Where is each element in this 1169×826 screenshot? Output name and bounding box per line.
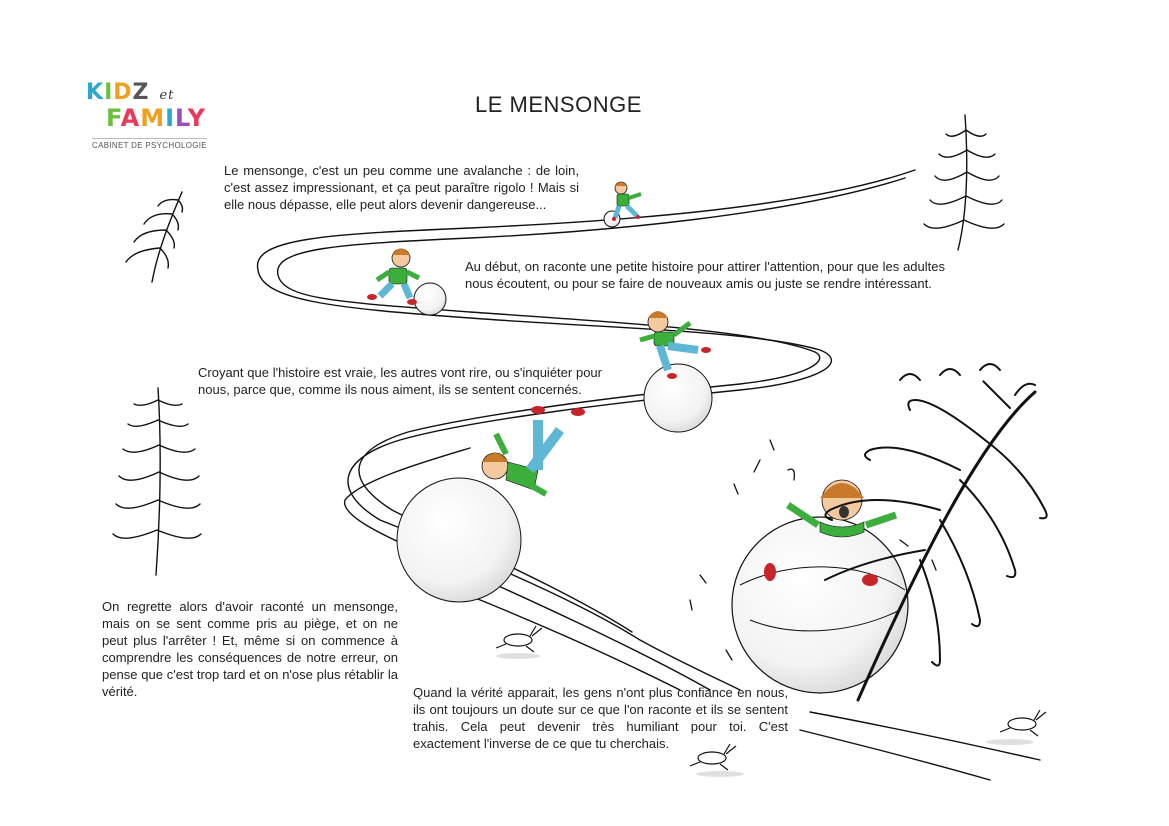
logo-letter: I: [165, 104, 176, 132]
child-figure-4: [482, 406, 585, 494]
logo-letter: M: [140, 104, 166, 132]
logo-et: et: [159, 88, 175, 103]
logo-letter: D: [113, 80, 133, 105]
logo-letter: Z: [132, 80, 150, 105]
logo-letter: I: [104, 80, 114, 105]
snowball-medium-small: [414, 283, 446, 315]
logo-letter: L: [175, 104, 188, 132]
paragraph-beginning: Au début, on raconte une petite histoire pour attirer l'attention, pour que les adultes nous écoutent, ou pour se faire de nouveaux amis ou juste se rendre intéressant.: [465, 259, 945, 291]
paragraph-truth: Quand la vérité apparait, les gens n'ont plus confiance en nous, ils ont toujours un doute sur ce que l'on raconte et ils se sentent trahis. Cela peut devenir très humiliant pour toi. C'est exactement l'inverse de ce que tu cherchais.: [413, 685, 788, 751]
page-title: LE MENSONGE: [475, 92, 642, 117]
rabbit-left: [496, 626, 542, 659]
paragraph-others-believe: Croyant que l'histoire est vraie, les autres vont rire, ou s'inquiéter pour nous, parce que, comme ils nous aiment, ils se sentent concernés.: [198, 365, 602, 397]
tree-top-left: [126, 192, 183, 282]
tree-top-right: [924, 115, 1004, 250]
snowball-huge: [732, 517, 908, 693]
kidz-family-logo: [86, 80, 207, 160]
paragraph-regret: On regrette alors d'avoir raconté un mensonge, mais on se sent comme pris au piège, et on ne peut plus l'arrêter ! Et, même si on commence à comprendre les conséquences de notre erreur, on pense que c'est trop tard et on n'ose plus rétablir la vérité.: [102, 599, 398, 699]
logo-letter: F: [106, 104, 121, 132]
logo-letter: A: [120, 104, 141, 132]
logo-kidz: [86, 80, 174, 105]
logo-letter: K: [86, 80, 105, 105]
child-figure-1: [612, 182, 641, 221]
snowball-medium: [644, 364, 712, 432]
tree-left: [113, 388, 201, 575]
child-figure-2: [367, 249, 419, 306]
logo-subtitle: CABINET DE PSYCHOLOGIE: [92, 138, 207, 150]
rabbit-right: [986, 710, 1046, 745]
paragraph-intro: Le mensonge, c'est un peu comme une avalanche : de loin, c'est assez impressionant, et ça peut paraître rigolo ! Mais si elle nous dépasse, elle peut alors devenir dangereuse...: [224, 163, 579, 212]
logo-letter: Y: [187, 104, 206, 132]
snowball-large: [397, 478, 521, 602]
logo-family: [106, 104, 206, 132]
